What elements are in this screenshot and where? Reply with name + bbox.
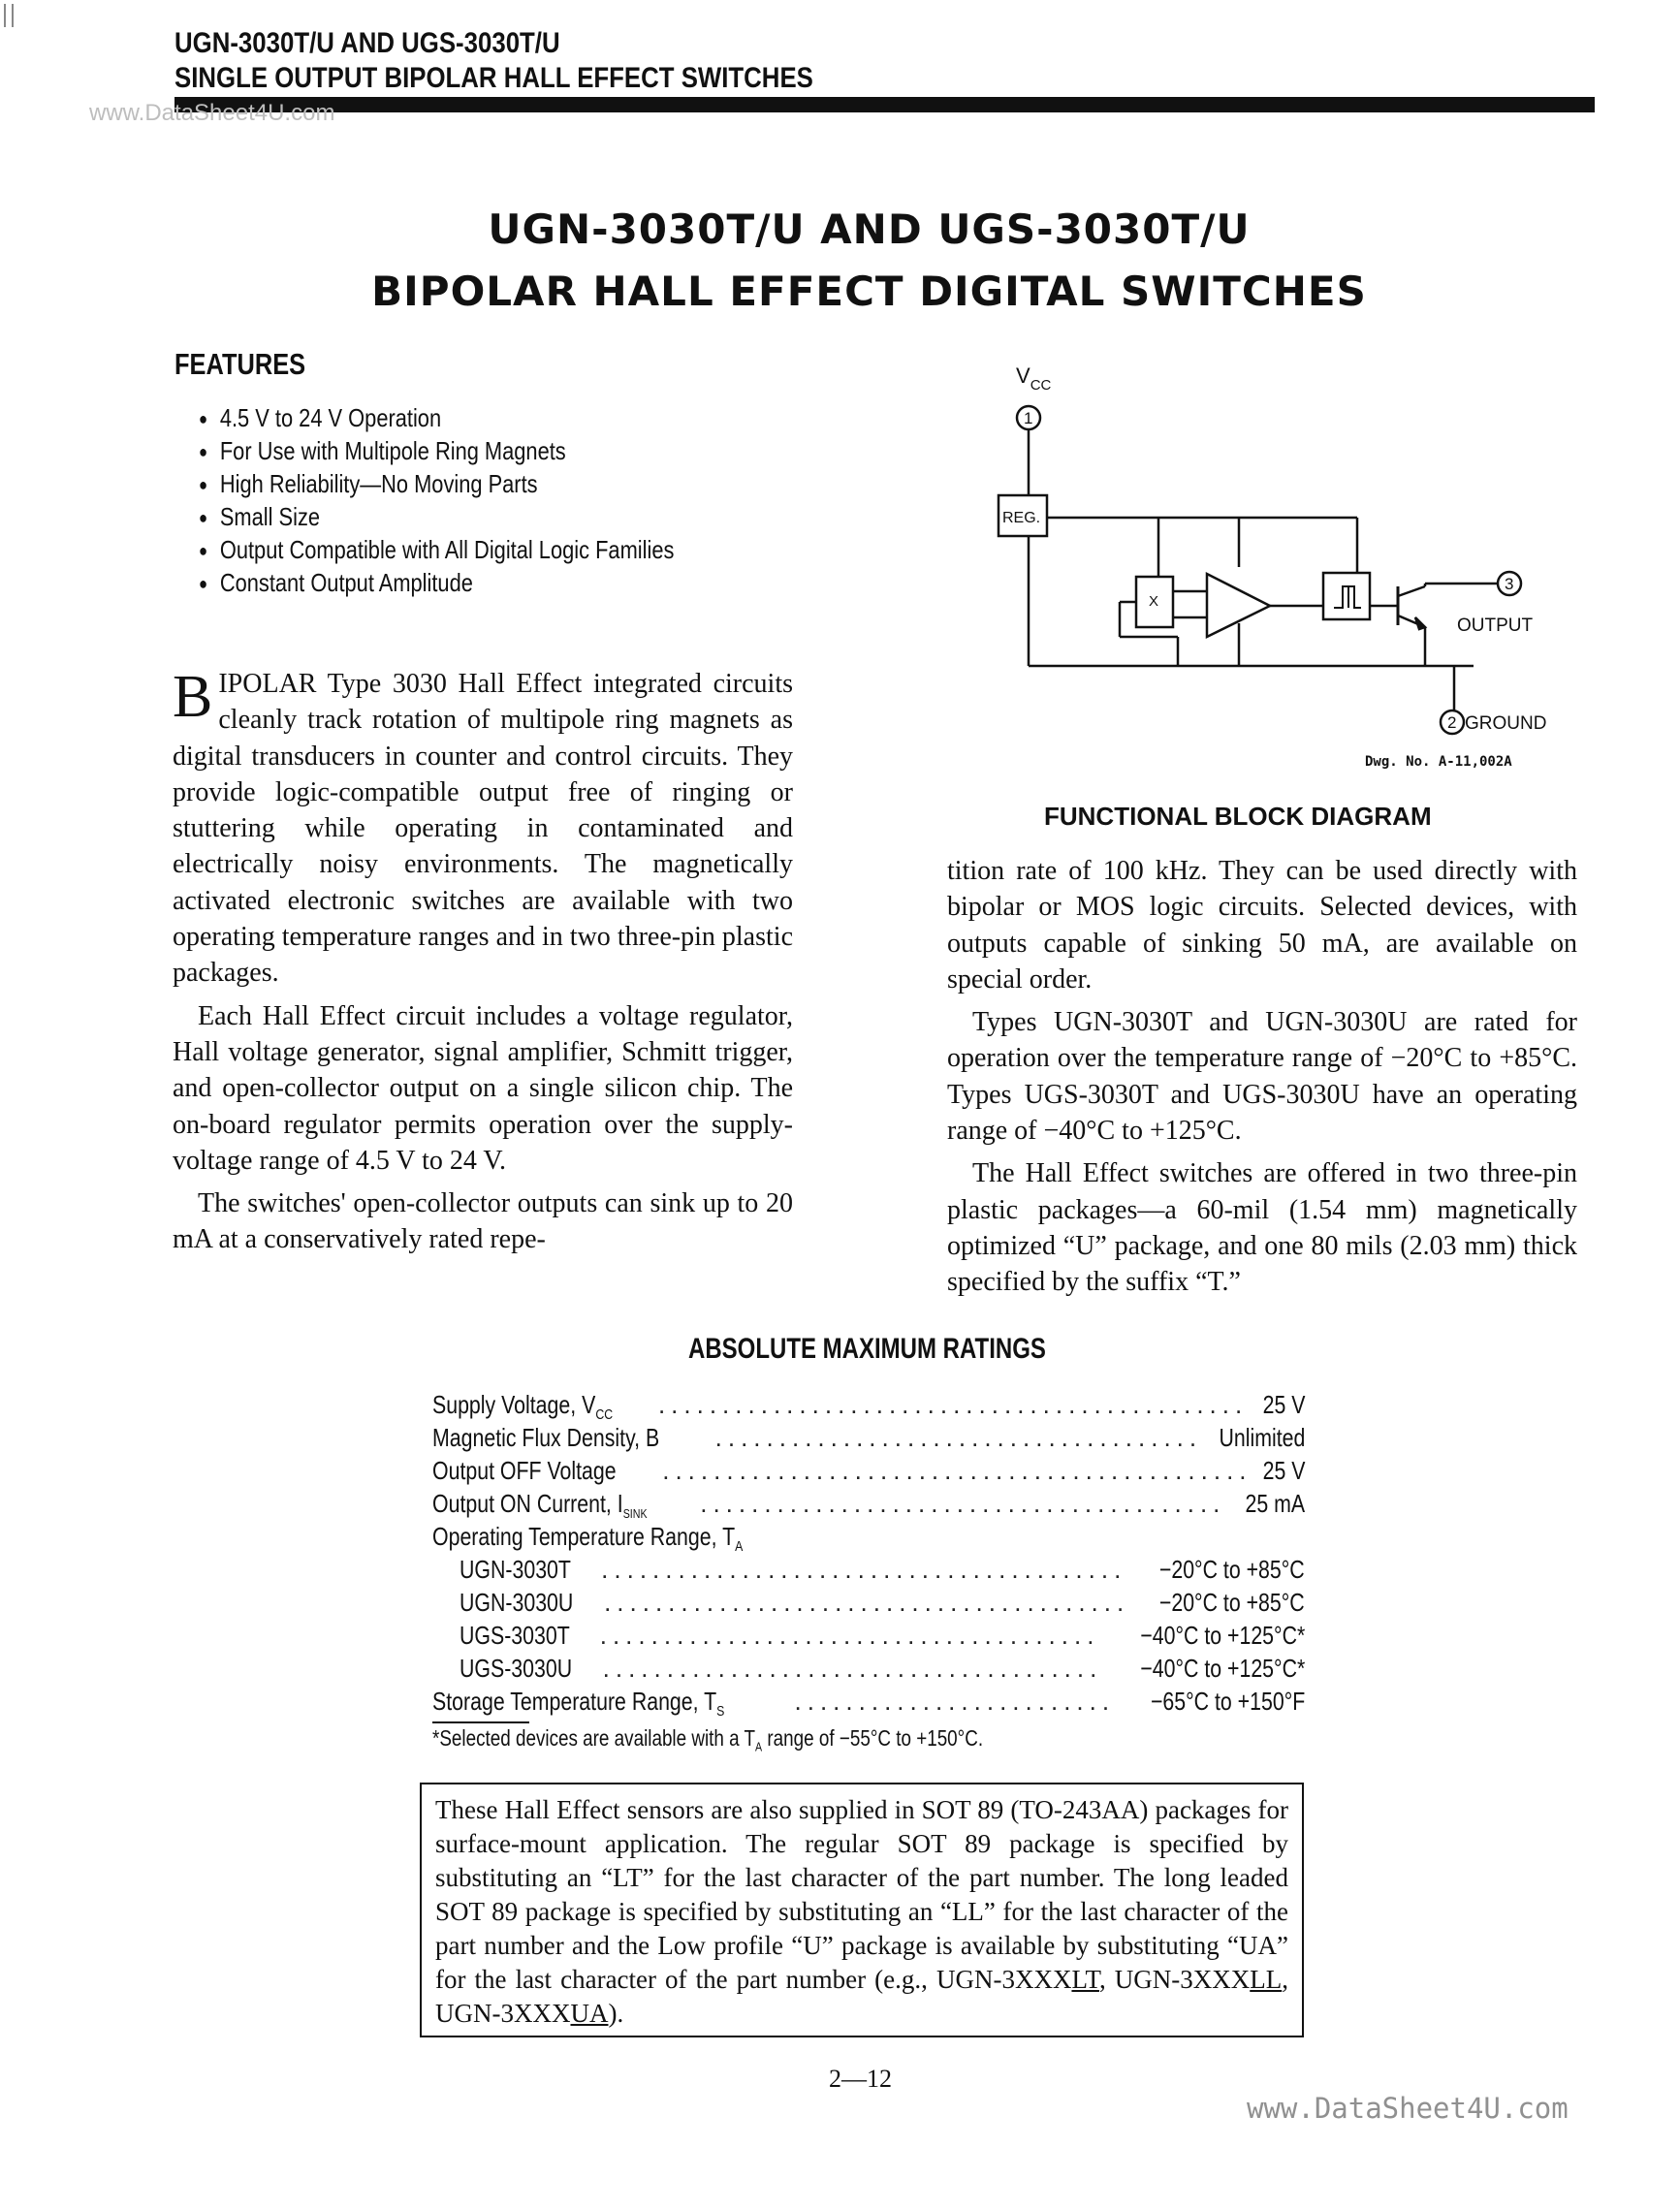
- rating-label: UGS-3030U: [460, 1654, 573, 1683]
- rating-value: −65°C to +150°F: [1150, 1687, 1305, 1716]
- header-rule: [174, 97, 1595, 112]
- ground-label: GROUND: [1465, 713, 1547, 734]
- paragraph: The Hall Effect switches are offered in two three-pin plastic packages—a 60-mil (1.54 mm) magnetically optimized “U” package, and one 80 mils (2.03 mm) thick specified by the suffix “T.”: [947, 1158, 1577, 1298]
- feature-item: ● High Reliability—No Moving Parts: [199, 468, 674, 501]
- output-label: OUTPUT: [1457, 616, 1534, 636]
- rating-row: [432, 1454, 1305, 1487]
- rating-label: Operating Temperature Range, $T_A$: [432, 1522, 744, 1556]
- feature-item: ● 4.5 V to 24 V Operation: [199, 402, 674, 435]
- rating-row: [432, 1619, 1305, 1652]
- rating-value: −40°C to +125°C*: [1140, 1621, 1305, 1650]
- functional-block-diagram: [989, 354, 1590, 790]
- vcc-label: $V_{CC}$: [1016, 363, 1052, 394]
- rating-row: [432, 1553, 1305, 1586]
- paragraph: Types UGN-3030T and UGN-3030U are rated for operation over the temperature range of −20°C to +85°C. Types UGS-3030T and UGS-3030U have an operating range of −40°C to +125°C.: [947, 1007, 1577, 1147]
- feature-item: ● Constant Output Amplitude: [199, 567, 674, 600]
- regulator-label: REG.: [1002, 510, 1041, 526]
- rating-label: Output ON Current, $I_{SINK}$: [432, 1489, 648, 1522]
- features-list: [199, 402, 674, 600]
- document-title-line2: BIPOLAR HALL EFFECT DIGITAL SWITCHES: [371, 268, 1367, 315]
- rating-label: UGS-3030T: [460, 1621, 570, 1650]
- paragraph: Each Hall Effect circuit includes a voltage regulator, Hall voltage generator, signal amplifier, Schmitt trigger, and open-collector output on a single silicon chip. The on-board regulator permits operation over the supply-voltage range of 4.5 V to 24 V.: [173, 1000, 793, 1176]
- features-heading: FEATURES: [174, 347, 306, 381]
- rating-row: [432, 1520, 1305, 1556]
- footnote-rule: [432, 1721, 529, 1723]
- rating-value: 25 mA: [1245, 1489, 1305, 1518]
- rating-row: [432, 1388, 1305, 1424]
- sot89-notice-box: These Hall Effect sensors are also supplied in SOT 89 (TO-243AA) packages for surface-mount application. The regular SOT 89 package is specified by substituting an “LT” for the last character of the part number. The long leaded SOT 89 package is specified by substituting an “LL” for the last character of the part number and the Low profile “U” package is available by substituting “UA” for the last character of the part number (e.g., UGN-3XXXLT, UGN-3XXXLL, UGN-3XXXUA).: [420, 1783, 1304, 2037]
- schmitt-trigger-block: [1323, 573, 1370, 619]
- rating-label: UGN-3030T: [460, 1555, 571, 1584]
- rating-label: Magnetic Flux Density, B: [432, 1423, 660, 1452]
- feature-item: ● For Use with Multipole Ring Magnets: [199, 435, 674, 468]
- pin2-number: 2: [1447, 713, 1457, 732]
- ratings-heading: ABSOLUTE MAXIMUM RATINGS: [688, 1333, 1046, 1365]
- feature-item: ● Small Size: [199, 501, 674, 534]
- intro-paragraph: [173, 666, 793, 992]
- running-header-line1: UGN-3030T/U AND UGS-3030T/U: [174, 27, 560, 59]
- ratings-footnote: *Selected devices are available with a $T_A$ range of −55°C to +150°C.: [432, 1725, 984, 1754]
- watermark-top: www.DataSheet4U.com: [89, 100, 335, 126]
- rating-value: 25 V: [1262, 1390, 1305, 1419]
- paragraph: The switches' open-collector outputs can sink up to 20 mA at a conservatively rated repe-: [173, 1188, 793, 1255]
- document-title-line1: UGN-3030T/U AND UGS-3030T/U: [488, 205, 1251, 253]
- rating-value: −20°C to +85°C: [1159, 1555, 1305, 1584]
- rating-row: [432, 1685, 1305, 1721]
- rating-row: [432, 1421, 1305, 1454]
- margin-mark: [4, 4, 14, 27]
- rating-value: Unlimited: [1219, 1423, 1305, 1452]
- rating-label: Supply Voltage, $V_{CC}$: [432, 1390, 614, 1424]
- drop-cap: B: [173, 664, 213, 730]
- pin3-number: 3: [1505, 575, 1514, 593]
- body-column-right: [947, 853, 1577, 1301]
- hall-element-label: X: [1149, 593, 1159, 610]
- rating-value: 25 V: [1262, 1456, 1305, 1485]
- diagram-caption: FUNCTIONAL BLOCK DIAGRAM: [1044, 802, 1432, 831]
- ratings-table: [432, 1388, 1305, 1721]
- feature-item: ● Output Compatible with All Digital Logic Families: [199, 534, 674, 567]
- rating-row: [432, 1586, 1305, 1619]
- drawing-number: Dwg. No. A-11,002A: [1365, 754, 1512, 770]
- intro-text: IPOLAR Type 3030 Hall Effect integrated circuits cleanly track rotation of multipole ring magnets as digital transducers in counter and control circuits. They provide logic-compatible output free of ringing or stuttering while operating in contaminated and electrically noisy environments. The magnetically activated electronic switches are available with two operating temperature ranges and in two three-pin plastic packages.: [173, 669, 793, 989]
- running-header-line2: SINGLE OUTPUT BIPOLAR HALL EFFECT SWITCHES: [174, 62, 813, 94]
- rating-row: [432, 1487, 1305, 1520]
- body-column-left: [173, 666, 793, 1258]
- rating-label: Storage Temperature Range, $T_S$: [432, 1687, 725, 1721]
- paragraph: tition rate of 100 kHz. They can be used directly with bipolar or MOS logic circuits. Selected devices, with outputs capable of sinking 50 mA, are available on special order.: [947, 856, 1577, 994]
- rating-value: −40°C to +125°C*: [1140, 1654, 1305, 1683]
- pin1-number: 1: [1024, 409, 1033, 427]
- rating-value: −20°C to +85°C: [1159, 1588, 1305, 1617]
- page-number: 2—12: [829, 2065, 892, 2093]
- watermark-bottom: www.DataSheet4U.com: [1247, 2092, 1569, 2125]
- rating-label: UGN-3030U: [460, 1588, 574, 1617]
- rating-row: [432, 1652, 1305, 1685]
- rating-label: Output OFF Voltage: [432, 1456, 617, 1485]
